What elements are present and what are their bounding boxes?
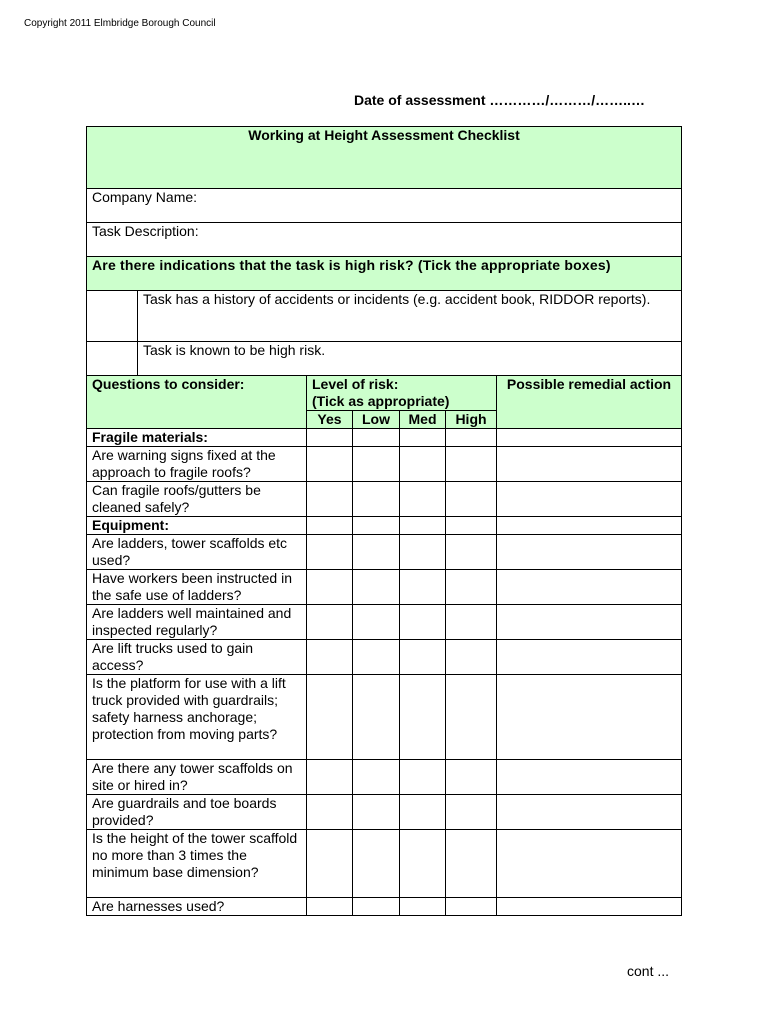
section-title: Equipment: [87, 517, 307, 535]
tick-med-cell[interactable] [400, 675, 446, 760]
tick-yes-cell[interactable] [307, 795, 353, 830]
tick-low-cell[interactable] [353, 640, 400, 675]
question-text: Have workers been instructed in the safe use of ladders? [87, 570, 307, 605]
remedial-action-cell[interactable] [497, 535, 682, 570]
continued-note: cont ... [627, 963, 670, 979]
tick-yes-cell[interactable] [307, 570, 353, 605]
remedial-action-cell[interactable] [497, 640, 682, 675]
tick-high-cell[interactable] [446, 795, 497, 830]
task-description-field[interactable] [87, 223, 682, 257]
tick-med-cell[interactable] [400, 898, 446, 916]
empty-cell [353, 429, 400, 447]
tick-med-cell[interactable] [400, 570, 446, 605]
tick-med-cell[interactable] [400, 447, 446, 482]
section-title: Fragile materials: [87, 429, 307, 447]
remedial-action-cell[interactable] [497, 898, 682, 916]
tick-high-cell[interactable] [446, 898, 497, 916]
remedial-action-cell[interactable] [497, 795, 682, 830]
question-row [87, 795, 682, 830]
tick-med-cell[interactable] [400, 482, 446, 517]
tick-yes-cell[interactable] [307, 447, 353, 482]
question-text: Are ladders, tower scaffolds etc used? [87, 535, 307, 570]
tick-low-cell[interactable] [353, 535, 400, 570]
question-row [87, 605, 682, 640]
empty-cell [353, 517, 400, 535]
tick-yes-cell[interactable] [307, 482, 353, 517]
tick-low-cell[interactable] [353, 898, 400, 916]
tick-yes-cell[interactable] [307, 830, 353, 898]
tick-med-cell[interactable] [400, 760, 446, 795]
high-risk-tickbox[interactable] [87, 291, 138, 342]
empty-cell [400, 517, 446, 535]
tick-high-cell[interactable] [446, 760, 497, 795]
tick-yes-cell[interactable] [307, 535, 353, 570]
tick-high-cell[interactable] [446, 535, 497, 570]
tick-yes-cell[interactable] [307, 675, 353, 760]
tick-yes-cell[interactable] [307, 640, 353, 675]
equipment-section [87, 517, 682, 916]
tick-low-cell[interactable] [353, 830, 400, 898]
tick-med-cell[interactable] [400, 605, 446, 640]
remedial-action-cell[interactable] [497, 482, 682, 517]
empty-cell [400, 429, 446, 447]
tick-high-cell[interactable] [446, 675, 497, 760]
question-text: Are there any tower scaffolds on site or hired in? [87, 760, 307, 795]
level-of-risk-header [307, 376, 497, 411]
remedial-action-cell[interactable] [497, 605, 682, 640]
question-text: Is the height of the tower scaffold no more than 3 times the minimum base dimension? [87, 830, 307, 898]
question-row [87, 447, 682, 482]
remedial-action-header: Possible remedial action [497, 376, 682, 429]
tick-low-cell[interactable] [353, 760, 400, 795]
company-name-field[interactable] [87, 189, 682, 223]
question-row [87, 830, 682, 898]
task-description-label: Task Description: [92, 223, 199, 239]
high-header: High [446, 411, 497, 429]
remedial-action-cell[interactable] [497, 675, 682, 760]
tick-high-cell[interactable] [446, 605, 497, 640]
high-risk-tickbox[interactable] [87, 342, 138, 376]
question-text: Can fragile roofs/gutters be cleaned safely? [87, 482, 307, 517]
company-name-label: Company Name: [92, 189, 198, 205]
question-text: Are warning signs fixed at the approach to fragile roofs? [87, 447, 307, 482]
question-text: Is the platform for use with a lift truck provided with guardrails; safety harness anchorage; protection from moving parts? [87, 675, 307, 760]
checklist-title: Working at Height Assessment Checklist [87, 127, 682, 189]
tick-yes-cell[interactable] [307, 605, 353, 640]
empty-cell [307, 429, 353, 447]
level-of-risk-label: Level of risk: [312, 376, 399, 392]
high-risk-question: Are there indications that the task is high risk? (Tick the appropriate boxes) [87, 257, 682, 291]
low-header: Low [353, 411, 400, 429]
med-header: Med [400, 411, 446, 429]
question-text: Are ladders well maintained and inspected regularly? [87, 605, 307, 640]
questions-header: Questions to consider: [87, 376, 307, 429]
empty-cell [446, 517, 497, 535]
remedial-action-cell[interactable] [497, 760, 682, 795]
tick-high-cell[interactable] [446, 640, 497, 675]
date-of-assessment: Date of assessment …………/………/……..… [354, 92, 645, 108]
empty-cell [446, 429, 497, 447]
tick-high-cell[interactable] [446, 447, 497, 482]
question-row [87, 570, 682, 605]
tick-med-cell[interactable] [400, 640, 446, 675]
tick-high-cell[interactable] [446, 570, 497, 605]
tick-low-cell[interactable] [353, 795, 400, 830]
tick-med-cell[interactable] [400, 795, 446, 830]
empty-cell [497, 517, 682, 535]
question-text: Are harnesses used? [87, 898, 307, 916]
question-row [87, 675, 682, 760]
tick-high-cell[interactable] [446, 830, 497, 898]
tick-med-cell[interactable] [400, 830, 446, 898]
assessment-checklist-table [86, 126, 682, 916]
question-text: Are guardrails and toe boards provided? [87, 795, 307, 830]
question-row [87, 535, 682, 570]
yes-header: Yes [307, 411, 353, 429]
tick-low-cell[interactable] [353, 570, 400, 605]
tick-low-cell[interactable] [353, 605, 400, 640]
tick-yes-cell[interactable] [307, 898, 353, 916]
empty-cell [497, 429, 682, 447]
question-row [87, 898, 682, 916]
tick-low-cell[interactable] [353, 675, 400, 760]
tick-low-cell[interactable] [353, 447, 400, 482]
tick-instruction: (Tick as appropriate) [312, 393, 450, 409]
remedial-action-cell[interactable] [497, 570, 682, 605]
tick-med-cell[interactable] [400, 535, 446, 570]
remedial-action-cell[interactable] [497, 830, 682, 898]
question-row [87, 640, 682, 675]
high-risk-item: Task has a history of accidents or incidents (e.g. accident book, RIDDOR reports). [138, 291, 682, 342]
question-text: Are lift trucks used to gain access? [87, 640, 307, 675]
tick-high-cell[interactable] [446, 482, 497, 517]
fragile-materials-section [87, 429, 682, 517]
question-row [87, 482, 682, 517]
empty-cell [307, 517, 353, 535]
question-row [87, 760, 682, 795]
remedial-action-cell[interactable] [497, 447, 682, 482]
tick-low-cell[interactable] [353, 482, 400, 517]
tick-yes-cell[interactable] [307, 760, 353, 795]
copyright-notice: Copyright 2011 Elmbridge Borough Council [24, 18, 216, 29]
high-risk-item: Task is known to be high risk. [138, 342, 682, 376]
